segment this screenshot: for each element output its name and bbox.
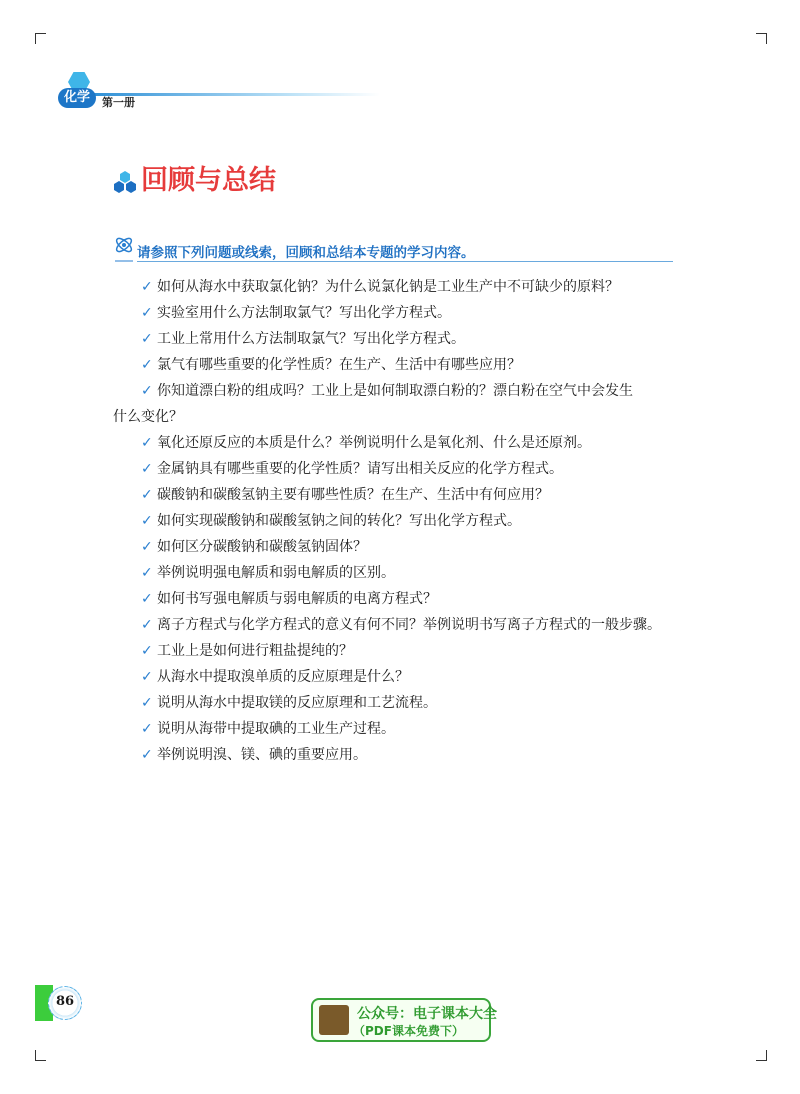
atom-icon	[113, 234, 135, 262]
list-item: ✓ 从海水中提取溴单质的反应原理是什么？	[113, 664, 693, 690]
prompt-underline	[137, 261, 673, 262]
check-icon: ✓	[141, 643, 153, 659]
check-icon: ✓	[141, 591, 153, 607]
check-icon: ✓	[141, 695, 153, 711]
list-item: ✓ 如何从海水中获取氯化钠？为什么说氯化钠是工业生产中不可缺少的原料？	[113, 274, 693, 300]
watermark-stamp	[311, 998, 497, 1042]
list-item: ✓ 如何区分碳酸钠和碳酸氢钠固体？	[113, 534, 693, 560]
hexagon-cluster-icon	[113, 170, 137, 194]
check-icon: ✓	[141, 305, 153, 321]
check-icon: ✓	[141, 279, 153, 295]
page-number: 86	[55, 994, 75, 1009]
running-header	[50, 72, 380, 112]
list-item: ✓ 如何实现碳酸钠和碳酸氢钠之间的转化？写出化学方程式。	[113, 508, 693, 534]
crop-mark-bottom-right	[756, 1050, 767, 1061]
check-icon: ✓	[141, 383, 153, 399]
check-icon: ✓	[141, 357, 153, 373]
book-logo-icon	[319, 1005, 349, 1035]
check-icon: ✓	[141, 721, 153, 737]
watermark-line-1: 公众号：电子课本大全	[357, 1006, 497, 1022]
list-item: ✓ 工业上常用什么方法制取氯气？写出化学方程式。	[113, 326, 693, 352]
page-title: 回顾与总结	[141, 165, 276, 196]
prompt-line	[113, 234, 673, 264]
check-icon: ✓	[141, 435, 153, 451]
list-item: ✓ 工业上是如何进行粗盐提纯的？	[113, 638, 693, 664]
check-icon: ✓	[141, 669, 153, 685]
check-icon: ✓	[141, 331, 153, 347]
crop-mark-bottom-left	[35, 1050, 46, 1061]
crop-mark-top-right	[756, 33, 767, 44]
list-item: ✓ 举例说明溴、镁、碘的重要应用。	[113, 742, 693, 768]
list-item: ✓ 你知道漂白粉的组成吗？工业上是如何制取漂白粉的？漂白粉在空气中会发生	[113, 378, 693, 404]
check-icon: ✓	[141, 617, 153, 633]
list-item: ✓ 说明从海带中提取碘的工业生产过程。	[113, 716, 693, 742]
list-item: ✓ 氧化还原反应的本质是什么？举例说明什么是氧化剂、什么是还原剂。	[113, 430, 693, 456]
list-item-continuation: 什么变化？	[113, 409, 183, 425]
list-item: ✓ 说明从海水中提取镁的反应原理和工艺流程。	[113, 690, 693, 716]
watermark-line-2: （PDF课本免费下）	[353, 1024, 464, 1038]
check-icon: ✓	[141, 747, 153, 763]
crop-mark-top-left	[35, 33, 46, 44]
prompt-text: 请参照下列问题或线索，回顾和总结本专题的学习内容。	[137, 245, 475, 261]
list-item: ✓ 举例说明强电解质和弱电解质的区别。	[113, 560, 693, 586]
subject-badge: 化学	[58, 88, 96, 108]
list-item: ✓ 实验室用什么方法制取氯气？写出化学方程式。	[113, 300, 693, 326]
list-item: ✓ 碳酸钠和碳酸氢钠主要有哪些性质？在生产、生活中有何应用？	[113, 482, 693, 508]
list-item: ✓ 氯气有哪些重要的化学性质？在生产、生活中有哪些应用？	[113, 352, 693, 378]
check-icon: ✓	[141, 513, 153, 529]
review-checklist	[113, 274, 693, 768]
check-icon: ✓	[141, 487, 153, 503]
list-item: ✓ 离子方程式与化学方程式的意义有何不同？举例说明书写离子方程式的一般步骤。	[113, 612, 693, 638]
check-icon: ✓	[141, 461, 153, 477]
book-volume: 第一册	[102, 96, 135, 109]
list-item: ✓ 金属钠具有哪些重要的化学性质？请写出相关反应的化学方程式。	[113, 456, 693, 482]
check-icon: ✓	[141, 565, 153, 581]
list-item: ✓ 如何书写强电解质与弱电解质的电离方程式？	[113, 586, 693, 612]
check-icon: ✓	[141, 539, 153, 555]
